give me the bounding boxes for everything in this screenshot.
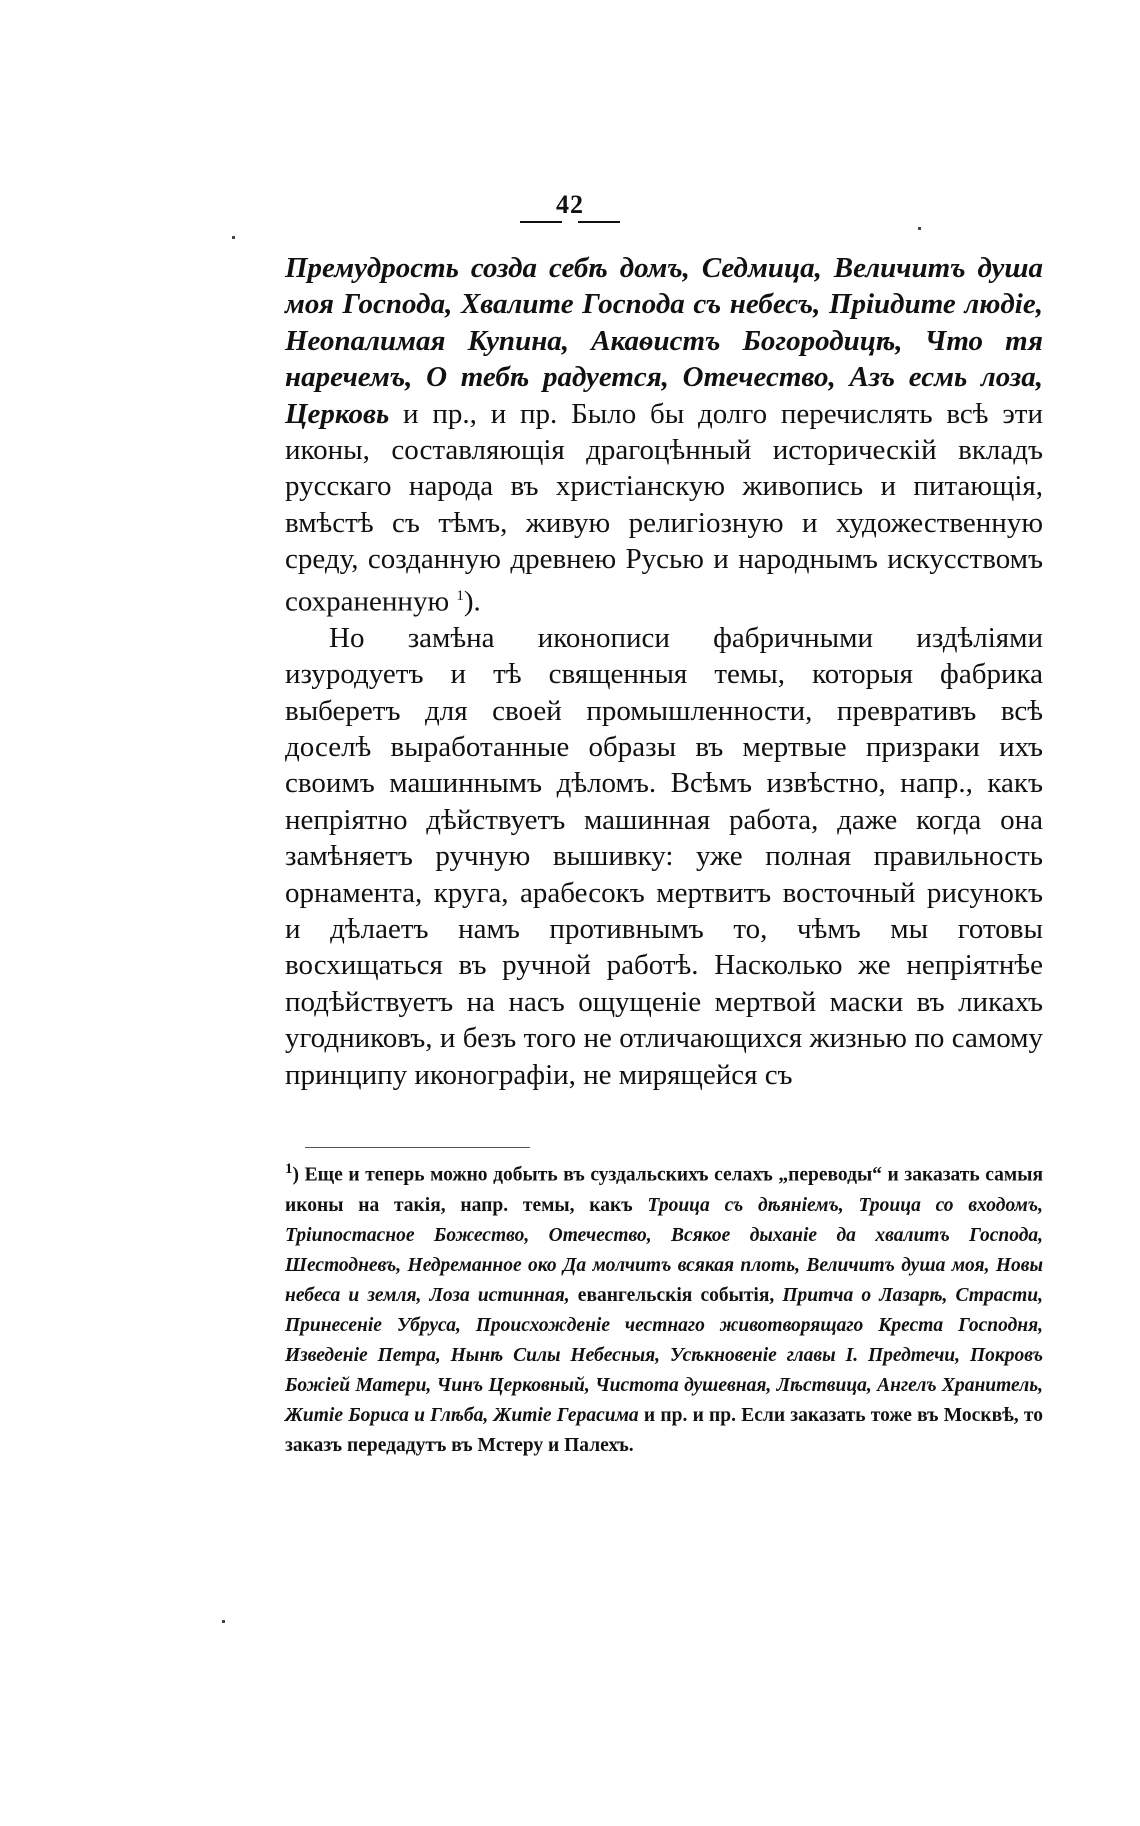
text-run: евангельскія событія, (569, 1284, 783, 1306)
print-speck (918, 227, 921, 230)
italic-titles: Притча о Лазарѣ, Страсти, Принесеніе Убруса, Происхожденіе честнаго животворящаго Креста Господня, Изведеніе Петра, Нынѣ Силы Небесныя, Усѣкновеніе главы І. Предтечи, Покровъ Божіей Матери, Чинъ Церковный, Чистота душевная, Лѣствица, Ангелъ Хранитель, Житіе Бориса и Глѣба, Житіе Герасима (285, 1284, 1043, 1426)
page-number: 42 (556, 190, 584, 219)
footnote-separator (305, 1147, 530, 1148)
print-speck (232, 236, 235, 239)
italic-titles: Троица съ дѣяніемъ, Троица со входомъ, Тріипостасное Божество, Отечество, Всякое дыханіе да хвалитъ Господа, Шестодневъ, Недреманное око Да молчитъ всякая плоть, Величитъ душа моя, Новы небеса и земля, Лоза истинная, (285, 1194, 1043, 1306)
text-run: и пр. и пр. Если заказать тоже въ Москвѣ, то заказъ передадутъ въ Мстеру и Палехъ. (285, 1404, 1043, 1456)
footnote-marker: 1 (456, 587, 464, 604)
paragraph-2: Но замѣна иконописи фабричными издѣліями изуродуетъ и тѣ священныя темы, которыя фабрика выберетъ для своей промышленности, превративъ всѣ доселѣ выработанные образы въ мертвые призраки ихъ своимъ машиннымъ дѣломъ. Всѣмъ извѣстно, напр., какъ непріятно дѣйствуетъ машинная работа, даже когда она замѣняетъ ручную вышивку: уже полная правильность орнамента, круга, арабесокъ мертвитъ восточный рисунокъ и дѣлаетъ намъ противнымъ то, чѣмъ мы готовы восхищаться въ ручной работѣ. Насколько же непріятнѣе подѣйствуетъ на насъ ощущеніе мертвой маски въ ликахъ угодниковъ, и безъ того не отличающихся жизнью по самому принципу иконографіи, не мирящейся съ (285, 621, 1043, 1091)
page-number-rule-right (578, 221, 620, 223)
print-speck (222, 1620, 225, 1623)
page-number-rule-left (520, 221, 562, 223)
paragraph-1 (285, 250, 1043, 620)
text-run: и пр., и пр. Было бы долго перечислять всѣ эти иконы, составляющія драгоцѣнный историческій вкладъ русскаго народа въ христіанскую живопись и питающія, вмѣстѣ съ тѣмъ, живую религіозную и художественную среду, созданную древнею Русью и народнымъ искусствомъ сохраненную (285, 397, 1043, 618)
footnote-marker: 1 (285, 1161, 293, 1177)
footnote (285, 1154, 1043, 1461)
text-run: ). (463, 585, 481, 618)
text-run: ) Еще и теперь можно добыть въ суздальскихъ селахъ „переводы“ и заказать самыя иконы на такія, напр. темы, какъ (285, 1164, 1043, 1216)
italic-titles: Премудрость созда себѣ домъ, Седмица, Величитъ душа моя Господа, Хвалите Господа съ небесъ, Пріидите людіе, Неопалимая Купина, Акаѳистъ Богородицѣ, Что тя наречемъ, О тебѣ радуется, Отечество, Азъ есмь лоза, Церковь (285, 252, 1043, 430)
body-text (285, 250, 1043, 1093)
